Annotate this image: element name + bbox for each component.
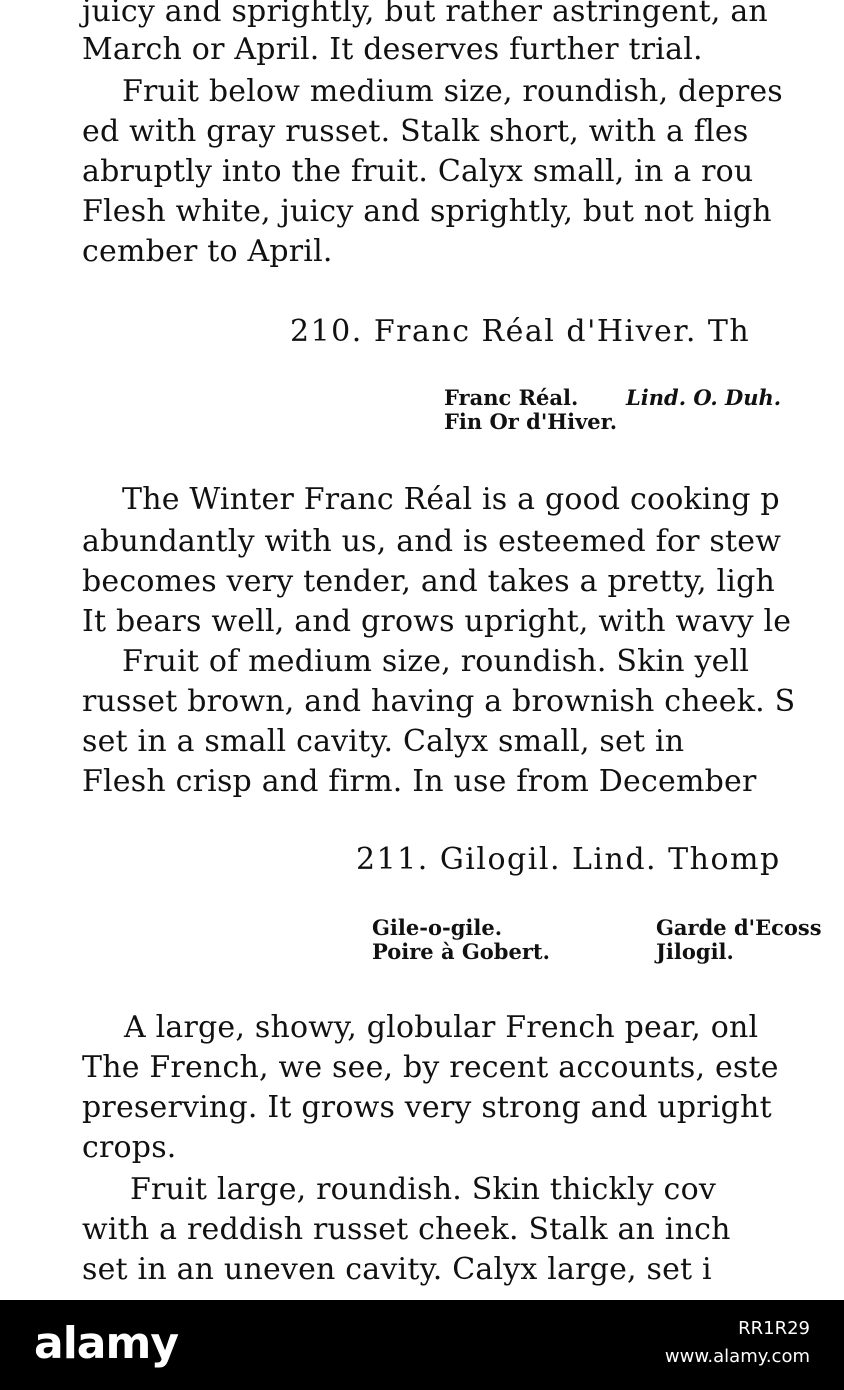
text-line: abruptly into the fruit. Calyx small, in a rou	[82, 154, 754, 189]
text-line: Fruit of medium size, roundish. Skin yell	[122, 644, 750, 679]
text-line: becomes very tender, and takes a pretty, ligh	[82, 564, 776, 599]
text-line: It bears well, and grows upright, with wavy le	[82, 604, 792, 639]
synonym: Gile-o-gile.	[372, 915, 502, 940]
site-url: www.alamy.com	[664, 1346, 810, 1367]
text-line: Fruit large, roundish. Skin thickly cov	[130, 1172, 716, 1207]
synonym: Jilogil.	[656, 939, 734, 964]
synonym: Poire à Gobert.	[372, 939, 550, 964]
text-line: ed with gray russet. Stalk short, with a fles	[82, 114, 749, 149]
text-line: russet brown, and having a brownish cheek. S	[82, 684, 796, 719]
synonym: Fin Or d'Hiver.	[444, 409, 618, 434]
text-line: preserving. It grows very strong and upright	[82, 1090, 772, 1125]
text-line: set in a small cavity. Calyx small, set in	[82, 724, 685, 759]
text-line: crops.	[82, 1130, 177, 1165]
synonym: Franc Réal.	[444, 385, 579, 410]
entry-heading-210: 210. Franc Réal d'Hiver. Th	[290, 314, 751, 349]
text-line: Fruit below medium size, roundish, depres	[122, 74, 783, 109]
synonym-reference: Lind. O. Duh.	[626, 385, 782, 410]
text-line: A large, showy, globular French pear, onl	[124, 1010, 759, 1045]
text-line: Flesh white, juicy and sprightly, but not high	[82, 194, 772, 229]
text-line: March or April. It deserves further trial.	[82, 32, 703, 67]
entry-heading-211: 211. Gilogil. Lind. Thomp	[356, 842, 781, 877]
text-line: The French, we see, by recent accounts, este	[82, 1050, 779, 1085]
text-line: with a reddish russet cheek. Stalk an inch	[82, 1212, 731, 1247]
text-line: abundantly with us, and is esteemed for stew	[82, 524, 782, 559]
synonym: Garde d'Ecoss	[656, 915, 822, 940]
watermark-footer	[0, 1300, 844, 1390]
image-id: RR1R29	[738, 1318, 810, 1339]
alamy-logo: alamy	[34, 1318, 178, 1369]
text-line: The Winter Franc Réal is a good cooking p	[122, 482, 780, 517]
text-line: Flesh crisp and firm. In use from December	[82, 764, 757, 799]
text-line: cember to April.	[82, 234, 333, 269]
text-line: set in an uneven cavity. Calyx large, set i	[82, 1252, 712, 1287]
text-line: juicy and sprightly, but rather astringent, an	[82, 0, 768, 29]
